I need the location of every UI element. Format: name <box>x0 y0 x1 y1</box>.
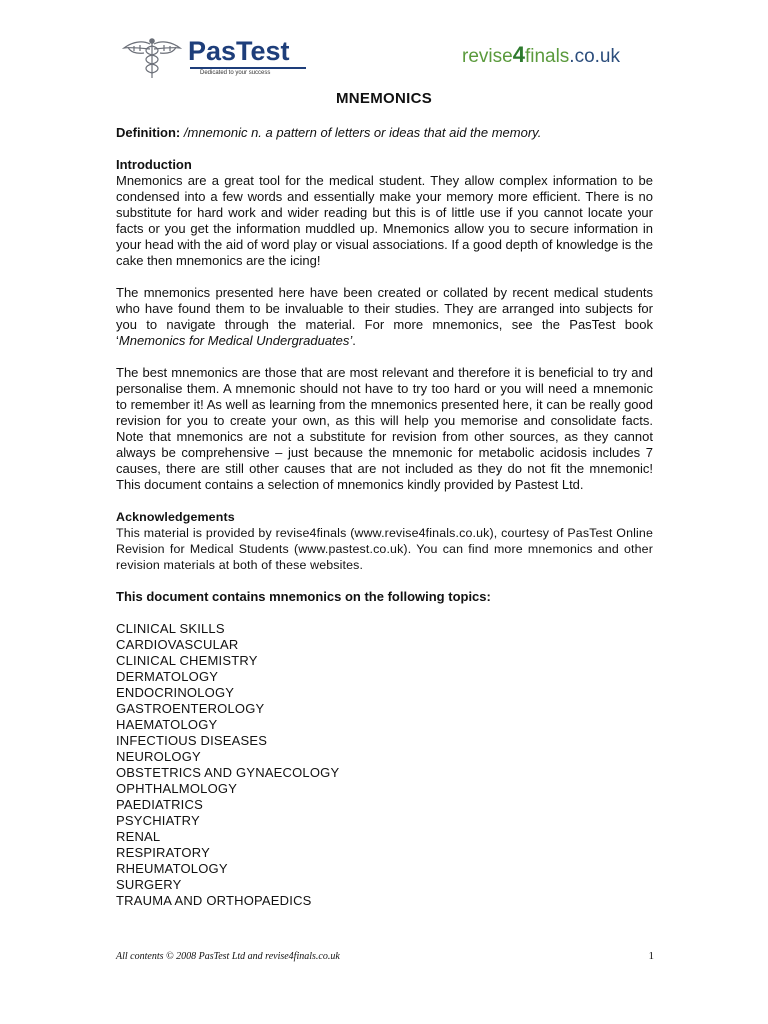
revise4finals-part4: .co.uk <box>569 46 620 67</box>
document-title: MNEMONICS <box>335 90 433 107</box>
document-body <box>116 125 653 909</box>
topic-item: GASTROENTEROLOGY <box>116 701 265 716</box>
footer-copyright: All contents © 2008 PasTest Ltd and revise4finals.co.uk <box>116 951 340 962</box>
topic-item: PSYCHIATRY <box>116 813 200 828</box>
topic-item: OBSTETRICS AND GYNAECOLOGY <box>116 765 340 780</box>
topics-heading: This document contains mnemonics on the following topics: <box>116 589 491 604</box>
book-title: Mnemonics for Medical Undergraduates’ <box>118 333 353 348</box>
topic-item: RENAL <box>116 829 161 844</box>
topic-item: DERMATOLOGY <box>116 669 219 684</box>
topic-item: CARDIOVASCULAR <box>116 637 239 652</box>
revise4finals-part2: 4 <box>512 42 525 67</box>
topic-item: CLINICAL SKILLS <box>116 621 225 636</box>
introduction-text-3: The best mnemonics are those that are most relevant and therefore it is beneficial to try and personalise them. A mnemonic should not have to try too hard or you will need a mnemonic to remember it! As well as learning from the mnemonics presented here, it can be really good revision for you to create your own, as this will help you memorise and consolidate facts. Note that mnemonics are not a substitute for revision from other sources, as they cannot always be comprehensive – just because the mnemonic for metabolic acidosis includes 7 causes, there are still other causes that are not included as they do not fit the mnemonic! This document contains a selection of mnemonics kindly provided by Pastest Ltd. <box>116 365 653 492</box>
introduction-paragraph-1 <box>116 157 653 269</box>
topic-item: INFECTIOUS DISEASES <box>116 733 268 748</box>
caduceus-emblem-icon <box>120 36 184 80</box>
topic-item: PAEDIATRICS <box>116 797 203 812</box>
definition <box>116 125 653 141</box>
introduction-heading: Introduction <box>116 157 192 172</box>
topic-item: SURGERY <box>116 877 182 892</box>
topic-item: RHEUMATOLOGY <box>116 861 228 876</box>
topic-item: OPHTHALMOLOGY <box>116 781 238 796</box>
acknowledgements-text: This material is provided by revise4finals (www.revise4finals.co.uk), courtesy of PasTest Online Revision for Medical Students (www.pastest.co.uk). You can find more mnemonics and other revision materials at both of these websites. <box>116 526 653 572</box>
topic-item: TRAUMA AND ORTHOPAEDICS <box>116 893 312 908</box>
definition-text: /mnemonic n. a pattern of letters or ideas that aid the memory. <box>183 125 542 140</box>
pastest-tagline: Dedicated to your success <box>200 70 271 76</box>
acknowledgements <box>116 509 653 573</box>
revise4finals-part1: revise <box>462 46 513 67</box>
topic-item: HAEMATOLOGY <box>116 717 218 732</box>
page-number: 1 <box>648 950 654 962</box>
topic-item: RESPIRATORY <box>116 845 210 860</box>
topic-item: NEUROLOGY <box>116 749 201 764</box>
introduction-paragraph-3 <box>116 365 653 493</box>
pastest-logo <box>120 36 310 82</box>
introduction-text-1: Mnemonics are a great tool for the medical student. They allow complex information to be condensed into a few words and essentially make your memory more efficient. There is no substitute for hard work and wider reading but this is of little use if you cannot locate your facts or you get the information muddled up. Mnemonics allow you to secure information in your head with the aid of word play or visual associations. If a good depth of knowledge is the cake then mnemonics are the icing! <box>116 173 653 268</box>
definition-term: Definition: <box>116 125 181 140</box>
introduction-text-2: The mnemonics presented here have been created or collated by recent medical students who have found them to be invaluable to their studies. They are arranged into subjects for you to navigate through the material. For more mnemonics, see the PasTest book ‘ <box>116 285 653 348</box>
pastest-wordmark: PasTest <box>188 36 290 66</box>
topic-item: CLINICAL CHEMISTRY <box>116 653 258 668</box>
topics-list <box>116 621 653 909</box>
topic-item: ENDOCRINOLOGY <box>116 685 235 700</box>
revise4finals-logo <box>462 43 620 69</box>
revise4finals-part3: finals <box>524 46 570 67</box>
introduction-text-2-end: . <box>352 333 356 348</box>
acknowledgements-heading: Acknowledgements <box>116 510 235 524</box>
introduction-paragraph-2 <box>116 285 653 349</box>
